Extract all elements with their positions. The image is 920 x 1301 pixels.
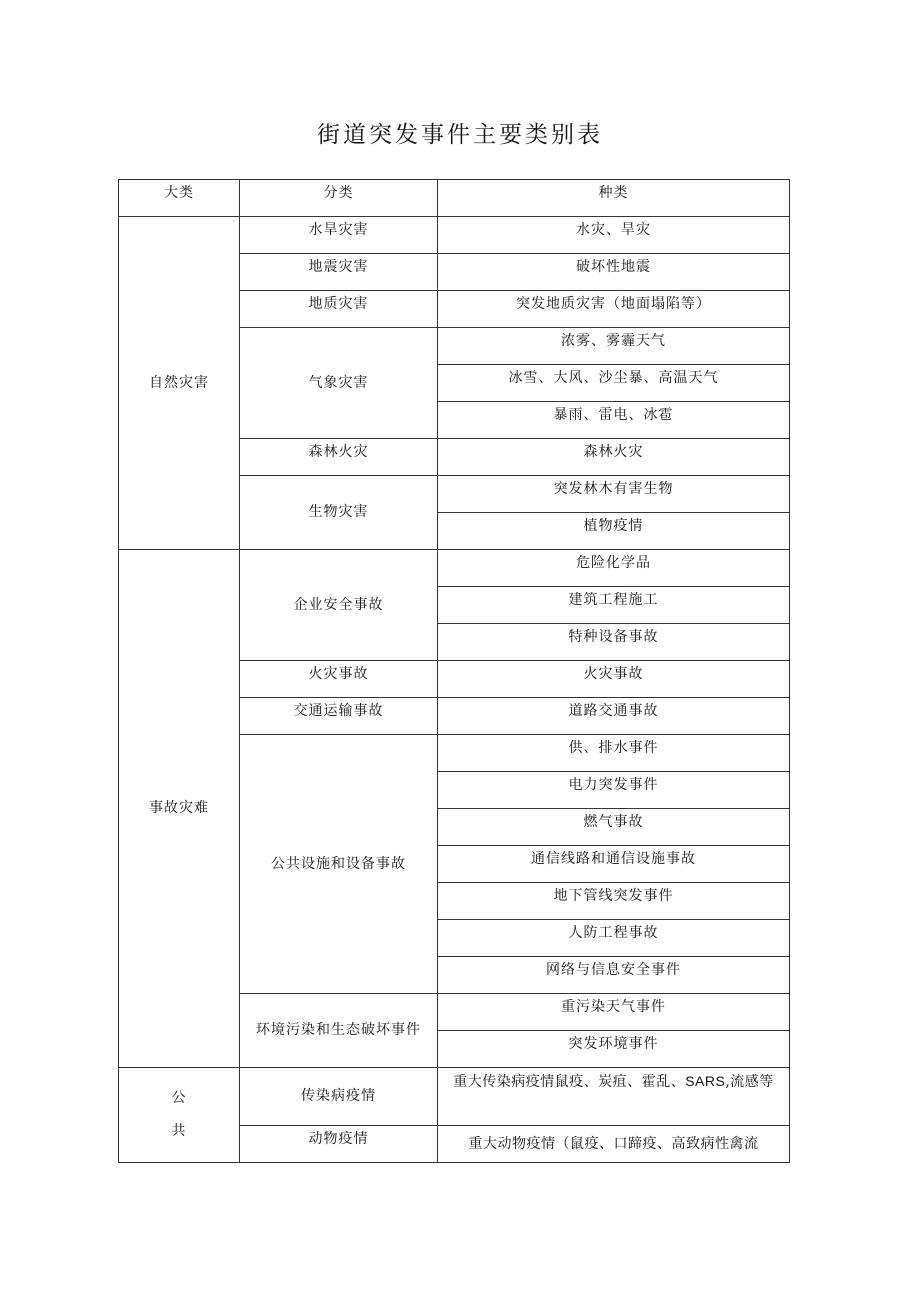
page-title: 街道突发事件主要类别表	[317, 122, 603, 148]
kind-cell: 道路交通事故	[438, 698, 790, 735]
sub-category-cell: 生物灾害	[240, 476, 438, 550]
sub-category-cell: 森林火灾	[240, 439, 438, 476]
kind-cell: 地下管线突发事件	[438, 883, 790, 920]
kind-cell: 水灾、旱灾	[438, 217, 790, 254]
sub-category-cell: 环境污染和生态破坏事件	[240, 994, 438, 1068]
kind-text-part: 重大传染病疫情鼠疫、炭疽、霍乱、	[453, 1074, 686, 1090]
sub-category-cell: 水旱灾害	[240, 217, 438, 254]
kind-cell: 破坏性地震	[438, 254, 790, 291]
kind-cell: 特种设备事故	[438, 624, 790, 661]
kind-cell: 冰雪、大风、沙尘暴、高温天气	[438, 365, 790, 402]
sub-category-cell: 火灾事故	[240, 661, 438, 698]
sub-category-cell: 动物疫情	[240, 1126, 438, 1163]
kind-cell	[438, 1068, 790, 1126]
major-category-line: 公	[171, 1090, 187, 1106]
kind-cell: 火灾事故	[438, 661, 790, 698]
kind-cell: 网络与信息安全事件	[438, 957, 790, 994]
sub-category-cell: 地震灾害	[240, 254, 438, 291]
kind-cell: 暴雨、雷电、冰雹	[438, 402, 790, 439]
kind-cell: 人防工程事故	[438, 920, 790, 957]
kind-cell: 通信线路和通信设施事故	[438, 846, 790, 883]
header-sub: 分类	[240, 180, 438, 217]
sub-category-cell: 气象灾害	[240, 328, 438, 439]
kind-cell: 突发地质灾害（地面塌陷等）	[438, 291, 790, 328]
kind-cell: 建筑工程施工	[438, 587, 790, 624]
kind-cell: 植物疫情	[438, 513, 790, 550]
kind-cell: 燃气事故	[438, 809, 790, 846]
major-category-line: 共	[171, 1122, 187, 1139]
sub-category-cell: 地质灾害	[240, 291, 438, 328]
major-category-cell	[119, 1068, 240, 1163]
sub-category-cell: 传染病疫情	[240, 1068, 438, 1126]
sub-category-cell: 交通运输事故	[240, 698, 438, 735]
kind-text-part: SARS	[685, 1073, 726, 1089]
table-row	[119, 550, 790, 587]
header-major: 大类	[119, 180, 240, 217]
kind-cell: 重污染天气事件	[438, 994, 790, 1031]
major-category-cell: 事故灾难	[119, 550, 240, 1068]
kind-cell: 供、排水事件	[438, 735, 790, 772]
event-category-table	[118, 179, 790, 1163]
table-row	[119, 1068, 790, 1126]
sub-category-cell: 公共设施和设备事故	[240, 735, 438, 994]
table-row	[119, 217, 790, 254]
kind-text-part: ,流感等	[725, 1074, 774, 1090]
sub-category-cell: 企业安全事故	[240, 550, 438, 661]
header-kind: 种类	[438, 180, 790, 217]
kind-cell: 浓雾、雾霾天气	[438, 328, 790, 365]
kind-cell: 森林火灾	[438, 439, 790, 476]
kind-cell: 重大动物疫情（鼠疫、口蹄疫、高致病性禽流	[438, 1126, 790, 1163]
kind-cell: 突发环境事件	[438, 1031, 790, 1068]
major-category-cell: 自然灾害	[119, 217, 240, 550]
kind-cell: 电力突发事件	[438, 772, 790, 809]
kind-cell: 危险化学品	[438, 550, 790, 587]
kind-cell: 突发林木有害生物	[438, 476, 790, 513]
table-header-row	[119, 180, 790, 217]
